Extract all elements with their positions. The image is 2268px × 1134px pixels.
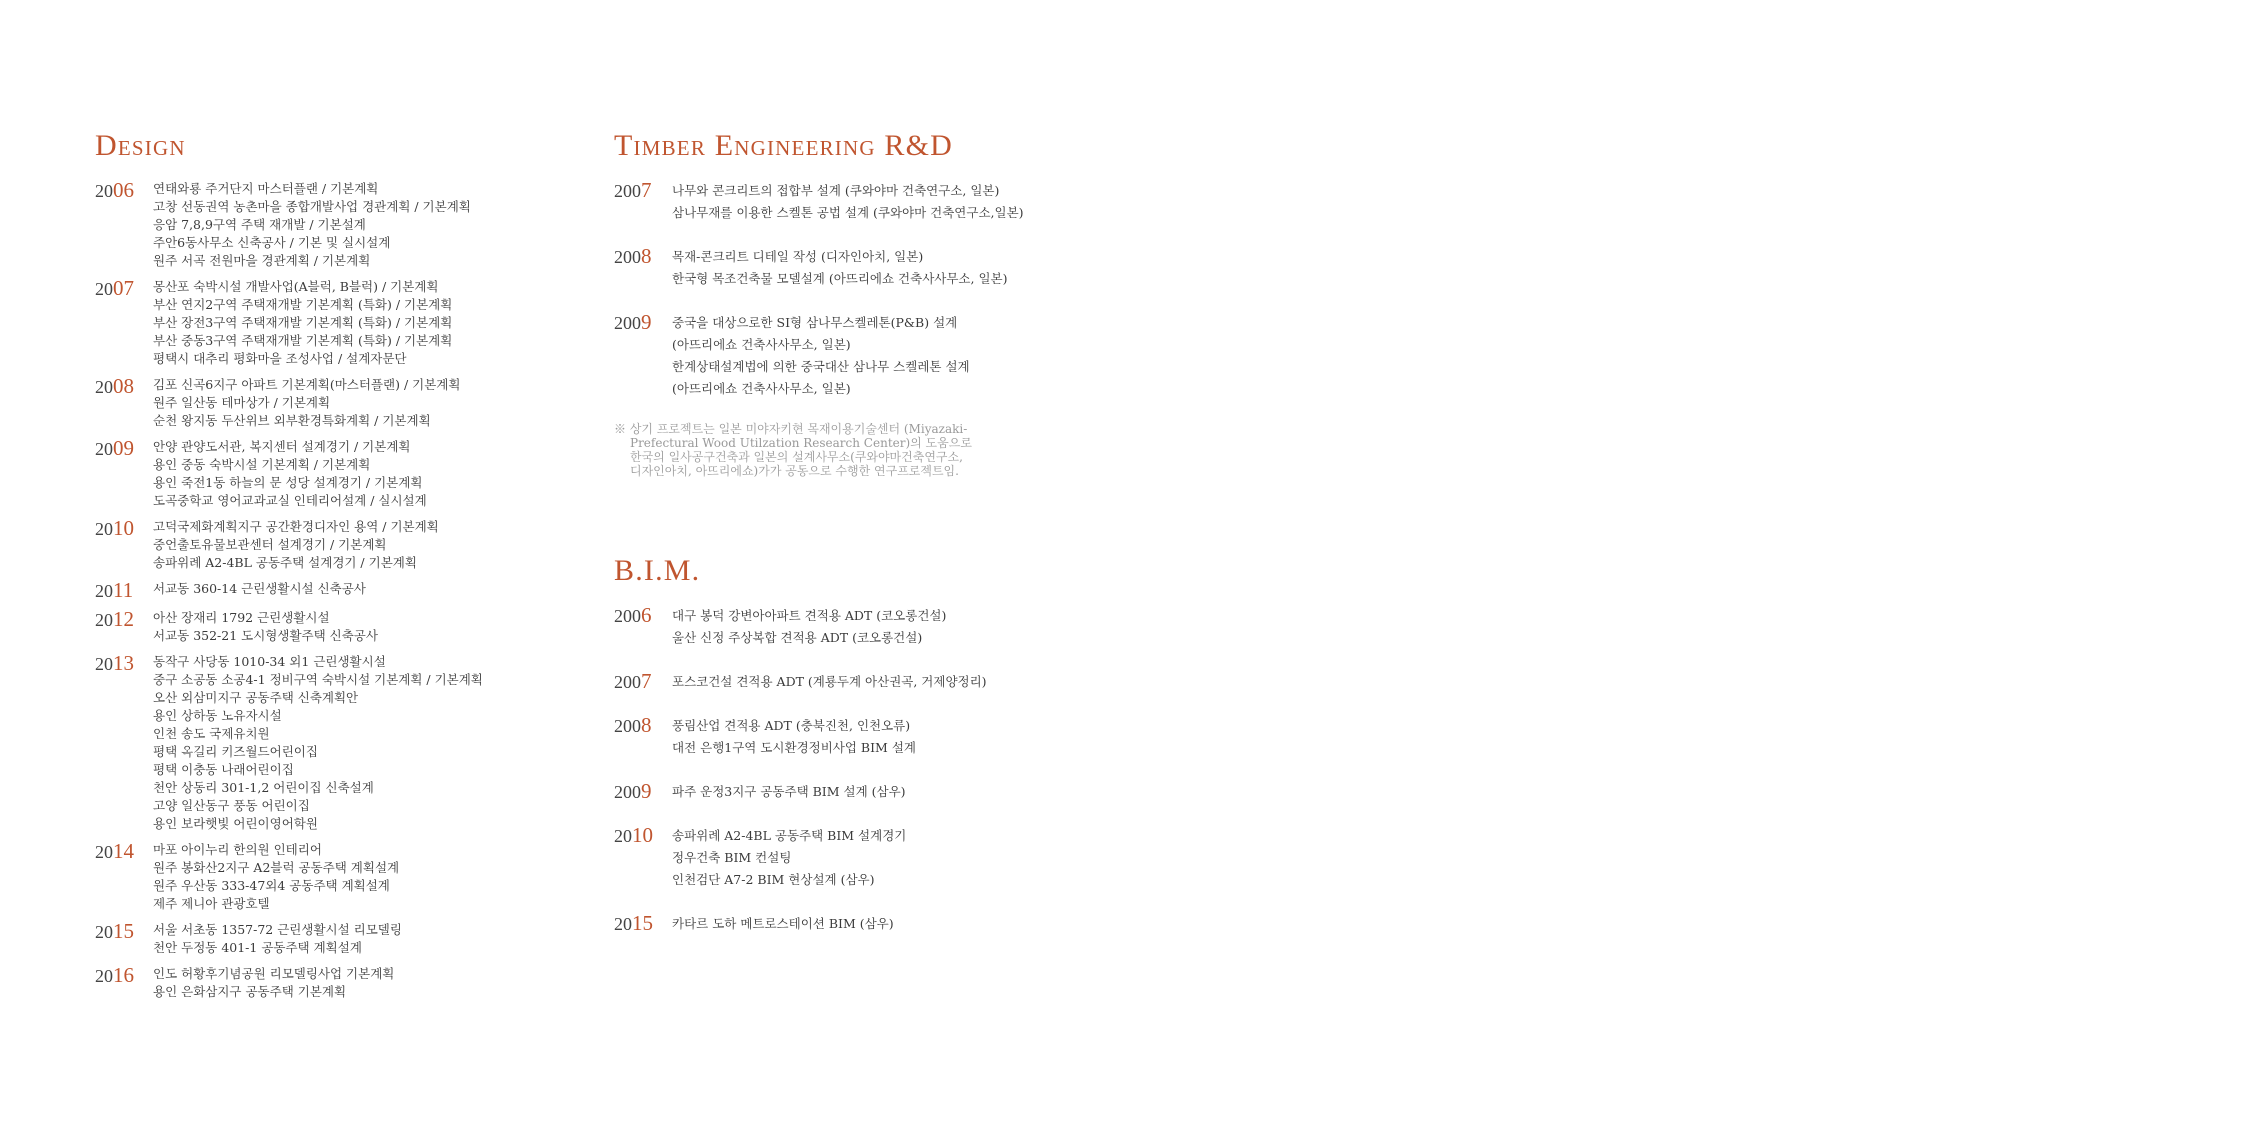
year-label xyxy=(95,653,153,674)
year-prefix: 200 xyxy=(614,716,641,736)
year-entry xyxy=(614,825,1174,891)
project-list xyxy=(153,518,439,572)
year-label xyxy=(614,312,672,333)
year-prefix: 20 xyxy=(95,654,113,674)
project-item: 중언출토유물보관센터 설계경기 / 기본계획 xyxy=(153,537,387,552)
year-entry xyxy=(95,518,565,572)
year-entry xyxy=(614,180,1174,224)
project-list xyxy=(153,438,427,510)
project-item: 울산 신정 주상복합 견적용 ADT (코오롱건설) xyxy=(672,630,923,645)
year-entry xyxy=(95,180,565,270)
year-suffix: 9 xyxy=(641,310,652,334)
project-item: 목재-콘크리트 디테일 작성 (디자인아치, 일본) xyxy=(672,249,924,264)
year-prefix: 20 xyxy=(95,842,113,862)
year-label xyxy=(95,376,153,397)
project-item: 마포 아이누리 한의원 인테리어 xyxy=(153,842,322,857)
year-suffix: 14 xyxy=(113,839,134,863)
project-list xyxy=(153,376,460,430)
bim-title: B.I.M. xyxy=(614,554,701,587)
project-list xyxy=(153,278,452,368)
project-item: 포스코건설 견적용 ADT (계룡두계 아산권곡, 거제양정리) xyxy=(672,674,987,689)
project-list xyxy=(672,781,906,803)
year-prefix: 20 xyxy=(95,181,113,201)
year-suffix: 06 xyxy=(113,178,134,202)
project-item: 동작구 사당동 1010-34 외1 근린생활시설 xyxy=(153,654,386,669)
note-line: 디자인아치, 아뜨리에쇼)가가 공동으로 수행한 연구프로젝트임. xyxy=(630,464,959,478)
year-label xyxy=(95,965,153,986)
project-item: 순천 왕지동 두산위브 외부환경특화계획 / 기본계획 xyxy=(153,413,431,428)
project-item: 송파위례 A2-4BL 공동주택 설계경기 / 기본계획 xyxy=(153,555,417,570)
project-item: 중구 소공동 소공4-1 정비구역 숙박시설 기본계획 / 기본계획 xyxy=(153,672,483,687)
project-item: 나무와 콘크리트의 접합부 설계 (쿠와야마 건축연구소, 일본) xyxy=(672,183,1000,198)
project-list xyxy=(672,246,1007,290)
timber-title: Timber Engineering R&D xyxy=(614,129,954,162)
project-item: 삼나무재를 이용한 스켈톤 공법 설계 (쿠와야마 건축연구소,일본) xyxy=(672,205,1024,220)
project-list xyxy=(153,653,483,833)
year-prefix: 20 xyxy=(95,581,113,601)
project-item: 용인 죽전1동 하늘의 문 성당 설계경기 / 기본계획 xyxy=(153,475,423,490)
project-list xyxy=(153,921,402,957)
year-entry xyxy=(95,609,565,645)
year-suffix: 8 xyxy=(641,713,652,737)
project-item: 천안 두정동 401-1 공동주택 계획설계 xyxy=(153,940,362,955)
year-prefix: 20 xyxy=(95,966,113,986)
year-suffix: 13 xyxy=(113,651,134,675)
project-item: 인도 허황후기념공원 리모델링사업 기본계획 xyxy=(153,966,395,981)
timber-note xyxy=(614,422,1174,478)
year-suffix: 12 xyxy=(113,607,134,631)
year-label xyxy=(95,438,153,459)
timber-section xyxy=(614,130,1174,478)
year-prefix: 20 xyxy=(95,377,113,397)
project-item: (아뜨리에쇼 건축사사무소, 일본) xyxy=(672,337,851,352)
year-suffix: 7 xyxy=(641,669,652,693)
project-item: 평택시 대추리 평화마을 조성사업 / 설계자문단 xyxy=(153,351,407,366)
year-prefix: 200 xyxy=(614,606,641,626)
year-prefix: 200 xyxy=(614,672,641,692)
project-item: 아산 장재리 1792 근린생활시설 xyxy=(153,610,330,625)
project-list xyxy=(672,715,916,759)
project-item: 용인 은화삼지구 공동주택 기본계획 xyxy=(153,984,347,999)
note-line: 한국의 일사공구건축과 일본의 설계사무소(쿠와야마건축연구소, xyxy=(630,450,963,464)
project-item: 오산 외삼미지구 공동주택 신축계획안 xyxy=(153,690,359,705)
year-entry xyxy=(95,653,565,833)
project-item: 서울 서초동 1357-72 근린생활시설 리모델링 xyxy=(153,922,402,937)
project-item: 주안6동사무소 신축공사 / 기본 및 실시설계 xyxy=(153,235,391,250)
year-prefix: 200 xyxy=(614,782,641,802)
note-line: Prefectural Wood Utilzation Research Center)의 도움으로 xyxy=(630,436,972,450)
year-entry xyxy=(614,246,1174,290)
year-label xyxy=(614,671,672,692)
project-item: 중국을 대상으로한 SI형 삼나무스켈레톤(P&B) 설계 xyxy=(672,315,958,330)
year-entry xyxy=(614,312,1174,400)
year-label xyxy=(95,580,153,601)
year-suffix: 8 xyxy=(641,244,652,268)
project-item: 제주 제니아 관광호텔 xyxy=(153,896,270,911)
project-item: 용인 상하동 노유자시설 xyxy=(153,708,282,723)
project-item: 서교동 352-21 도시형생활주택 신축공사 xyxy=(153,628,378,643)
year-suffix: 6 xyxy=(641,603,652,627)
project-item: 용인 중동 숙박시설 기본계획 / 기본계획 xyxy=(153,457,371,472)
project-list xyxy=(153,580,366,598)
year-prefix: 20 xyxy=(95,610,113,630)
year-entry xyxy=(95,376,565,430)
year-prefix: 200 xyxy=(614,247,641,267)
year-label xyxy=(614,605,672,626)
year-suffix: 7 xyxy=(641,178,652,202)
project-item: 인천 송도 국제유치원 xyxy=(153,726,270,741)
year-label xyxy=(614,715,672,736)
year-label xyxy=(614,180,672,201)
project-item: 원주 일산동 테마상가 / 기본계획 xyxy=(153,395,331,410)
project-list xyxy=(153,609,378,645)
project-list xyxy=(672,913,894,935)
project-item: 고양 일산동구 풍동 어린이집 xyxy=(153,798,310,813)
year-label xyxy=(95,278,153,299)
project-item: 파주 운정3지구 공동주택 BIM 설계 (삼우) xyxy=(672,784,906,799)
project-item: 원주 우산동 333-47외4 공동주택 계획설계 xyxy=(153,878,390,893)
project-list xyxy=(672,825,906,891)
project-item: 용인 보라햇빛 어린이영어학원 xyxy=(153,816,318,831)
project-item: 안양 관양도서관, 복지센터 설계경기 / 기본계획 xyxy=(153,439,411,454)
project-item: 대전 은행1구역 도시환경정비사업 BIM 설계 xyxy=(672,740,916,755)
project-item: 김포 신곡6지구 아파트 기본계획(마스터플랜) / 기본계획 xyxy=(153,377,461,392)
project-item: 원주 서곡 전원마을 경관계획 / 기본계획 xyxy=(153,253,371,268)
bim-entries xyxy=(614,605,1174,935)
year-suffix: 08 xyxy=(113,374,134,398)
design-title: Design xyxy=(95,129,186,162)
year-entry xyxy=(95,580,565,601)
year-entry xyxy=(95,278,565,368)
year-prefix: 200 xyxy=(614,181,641,201)
project-item: 평택 이충동 나래어린이집 xyxy=(153,762,294,777)
year-prefix: 20 xyxy=(95,279,113,299)
year-label xyxy=(614,246,672,267)
year-entry xyxy=(614,671,1174,693)
project-item: 한계상태설계법에 의한 중국대산 삼나무 스켈레톤 설계 xyxy=(672,359,970,374)
year-entry xyxy=(95,841,565,913)
project-list xyxy=(672,605,946,649)
year-suffix: 15 xyxy=(113,919,134,943)
project-item: 응암 7,8,9구역 주택 재개발 / 기본설계 xyxy=(153,217,366,232)
year-entry xyxy=(95,438,565,510)
year-entry xyxy=(95,965,565,1001)
project-item: 부산 중동3구역 주택재개발 기본계획 (특화) / 기본계획 xyxy=(153,333,453,348)
project-list xyxy=(153,965,394,1001)
year-entry xyxy=(614,781,1174,803)
project-item: 인천검단 A7-2 BIM 현상설계 (삼우) xyxy=(672,872,875,887)
year-prefix: 20 xyxy=(95,439,113,459)
project-list xyxy=(153,180,471,270)
project-list xyxy=(672,180,1024,224)
year-label xyxy=(95,609,153,630)
year-suffix: 10 xyxy=(113,516,134,540)
year-prefix: 20 xyxy=(614,826,632,846)
project-item: 원주 봉화산2지구 A2블럭 공동주택 계획설계 xyxy=(153,860,400,875)
year-suffix: 15 xyxy=(632,911,653,935)
year-suffix: 07 xyxy=(113,276,134,300)
year-prefix: 200 xyxy=(614,313,641,333)
timber-entries xyxy=(614,180,1174,400)
year-entry xyxy=(95,921,565,957)
year-entry xyxy=(614,605,1174,649)
note-line: ※ 상기 프로젝트는 일본 미야자키현 목재이용기술센터 (Miyazaki- xyxy=(614,422,968,436)
project-item: 한국형 목조건축물 모델설계 (아뜨리에쇼 건축사사무소, 일본) xyxy=(672,271,1008,286)
design-section xyxy=(95,130,565,1009)
year-prefix: 20 xyxy=(95,922,113,942)
year-label xyxy=(95,180,153,201)
year-suffix: 11 xyxy=(113,578,134,602)
project-item: 정우건축 BIM 컨설팅 xyxy=(672,850,792,865)
year-suffix: 9 xyxy=(641,779,652,803)
project-item: (아뜨리에쇼 건축사사무소, 일본) xyxy=(672,381,851,396)
design-entries xyxy=(95,180,565,1001)
project-list xyxy=(672,312,970,400)
year-suffix: 10 xyxy=(632,823,653,847)
year-label xyxy=(95,921,153,942)
project-item: 평택 옥길리 키즈월드어린이집 xyxy=(153,744,318,759)
year-suffix: 09 xyxy=(113,436,134,460)
project-item: 몽산포 숙박시설 개발사업(A블럭, B블럭) / 기본계획 xyxy=(153,279,439,294)
project-item: 천안 상동리 301-1,2 어린이집 신축설계 xyxy=(153,780,374,795)
project-item: 고덕국제화계획지구 공간환경디자인 용역 / 기본계획 xyxy=(153,519,439,534)
project-list xyxy=(672,671,987,693)
project-item: 부산 연지2구역 주택재개발 기본계획 (특화) / 기본계획 xyxy=(153,297,453,312)
project-item: 연태와룡 주거단지 마스터플랜 / 기본계획 xyxy=(153,181,379,196)
project-list xyxy=(153,841,399,913)
project-item: 부산 장전3구역 주택재개발 기본계획 (특화) / 기본계획 xyxy=(153,315,453,330)
project-item: 고창 선동권역 농촌마을 종합개발사업 경관계획 / 기본계획 xyxy=(153,199,471,214)
year-label xyxy=(614,825,672,846)
year-label xyxy=(614,913,672,934)
project-item: 도곡중학교 영어교과교실 인테리어설계 / 실시설계 xyxy=(153,493,427,508)
year-entry xyxy=(614,913,1174,935)
year-prefix: 20 xyxy=(95,519,113,539)
year-label xyxy=(95,841,153,862)
project-item: 풍림산업 견적용 ADT (충북진천, 인천오류) xyxy=(672,718,911,733)
year-prefix: 20 xyxy=(614,914,632,934)
project-item: 서교동 360-14 근린생활시설 신축공사 xyxy=(153,581,366,596)
bim-section xyxy=(614,555,1174,957)
project-item: 송파위례 A2-4BL 공동주택 BIM 설계경기 xyxy=(672,828,907,843)
project-item: 카타르 도하 메트로스테이션 BIM (삼우) xyxy=(672,916,894,931)
year-suffix: 16 xyxy=(113,963,134,987)
project-item: 대구 봉덕 강변아아파트 견적용 ADT (코오롱건설) xyxy=(672,608,947,623)
year-label xyxy=(614,781,672,802)
year-label xyxy=(95,518,153,539)
year-entry xyxy=(614,715,1174,759)
